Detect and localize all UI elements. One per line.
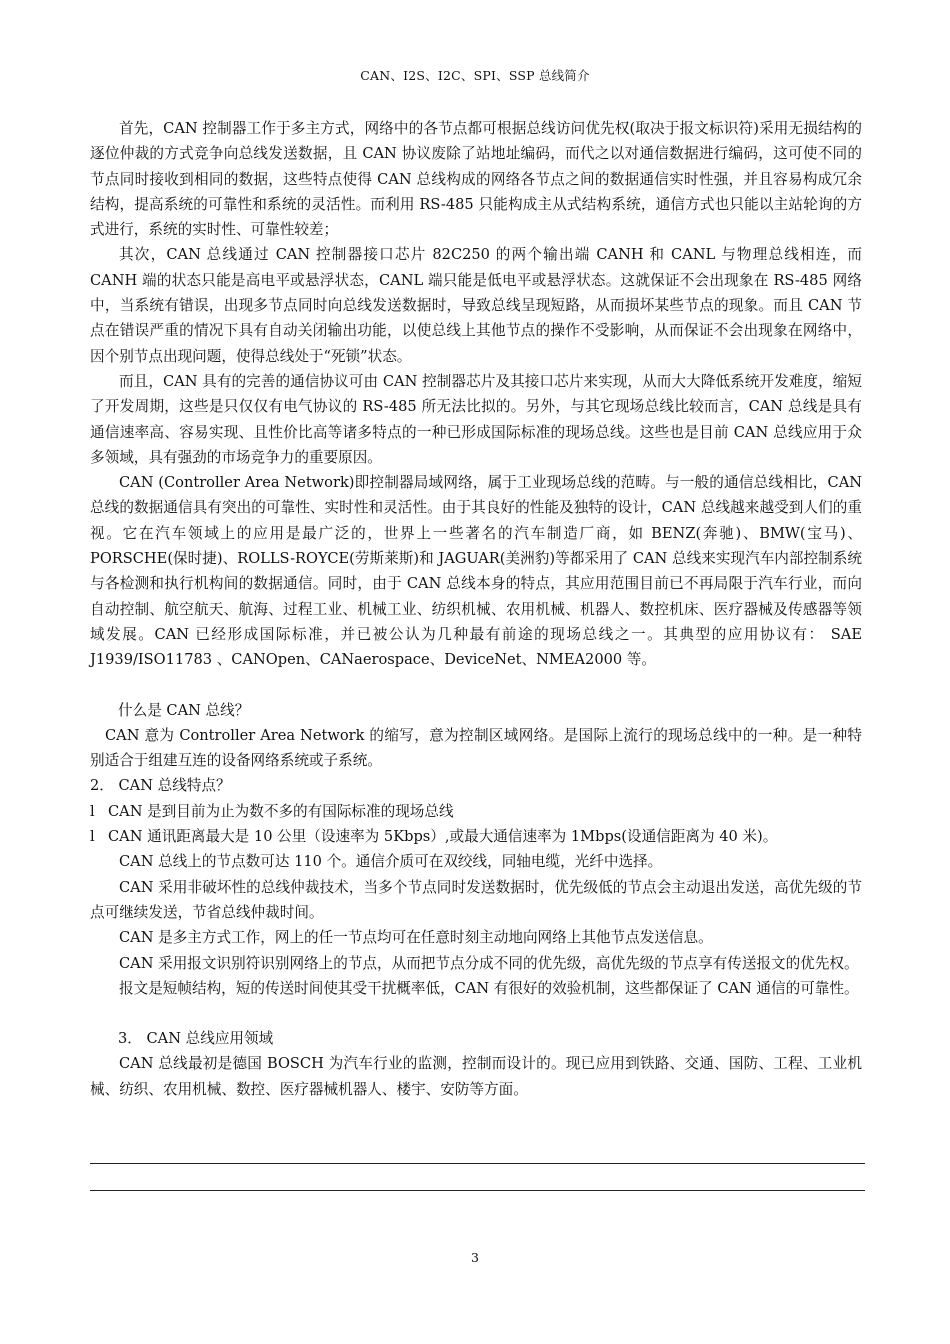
bullet-text: CAN 是到目前为止为数不多的有国际标准的现场总线 (108, 802, 454, 820)
document-body (90, 116, 862, 1102)
page-header: CAN、I2S、I2C、SPI、SSP 总线简介 (360, 68, 590, 83)
spacer (90, 673, 862, 698)
section-heading-applications: 3． CAN 总线应用领域 (118, 1030, 274, 1048)
bullet-marker: l (90, 802, 95, 820)
feature-short-frame: 报文是短帧结构，短的传送时间使其受干扰概率低，CAN 有很好的效验机制，这些都保证了 CAN 通信的可靠性。 (119, 979, 859, 997)
feature-node-count: CAN 总线上的节点数可达 110 个。通信介质可在双绞线，同轴电缆，光纤中选择。 (119, 853, 663, 871)
bullet-marker: l (90, 828, 95, 846)
feature-arbitration: CAN 采用非破坏性的总线仲裁技术，当多个节点同时发送数据时，优先级低的节点会主动退出发送，高优先级的节点可继续发送，节省总线仲裁时间。 (90, 878, 862, 921)
section-heading-features: 2． CAN 总线特点？ (90, 777, 231, 795)
page-number: 3 (471, 1250, 479, 1265)
spacer (90, 1001, 862, 1026)
answer-what-is-can: CAN 意为 Controller Area Network 的缩写，意为控制区域网络。是国际上流行的现场总线中的一种。是一种特别适合于组建互连的设备网络系统或子系统。 (90, 726, 862, 770)
paragraph-applications: CAN 总线最初是德国 BOSCH 为汽车行业的监测，控制而设计的。现已应用到铁路、交通、国防、工程、工业机械、纺织、农用机械、数控、医疗器械机器人、楼宇、安防等方面。 (90, 1055, 862, 1098)
paragraph-can-protocol: 而且，CAN 具有的完善的通信协议可由 CAN 控制器芯片及其接口芯片来实现，从而大大降低系统开发难度，缩短了开发周期，这些是只仅仅有电气协议的 RS-485 所无法比拟的。另外，与其它现场总线比较而言，CAN 总线是具有通信速率高、容易实现、且性价比高等诸多特点的一种已形成国际标准的现场总线。这些也是目前 CAN 总线应用于众多领域，具有强劲的市场竞争力的重要原因。 (90, 372, 862, 466)
paragraph-can-overview: CAN (Controller Area Network)即控制器局域网络，属于工业现场总线的范畴。与一般的通信总线相比，CAN 总线的数据通信具有突出的可靠性、实时性和灵活性。由于其良好的性能及独特的设计，CAN 总线越来越受到人们的重视。它在汽车领域上的应用是最广泛的，世界上一些著名的汽车制造厂商，如 BENZ(奔驰)、BMW(宝马)、PORSCHE(保时捷)、ROLLS-ROYCE(劳斯莱斯)和 JAGUAR(美洲豹)等都采用了 CAN 总线来实现汽车内部控制系统与各检测和执行机构间的数据通信。同时，由于 CAN 总线本身的特点，其应用范围目前已不再局限于汽车行业，而向自动控制、航空航天、航海、过程工业、机械工业、纺织机械、农用机械、机器人、数控机床、医疗器械及传感器等领域发展。CAN 已经形成国际标准，并已被公认为几种最有前途的现场总线之一。其典型的应用协议有： SAE J1939/ISO11783 、CANOpen、CANaerospace、DeviceNet、NMEA2000 等。 (90, 474, 862, 669)
bullet-item (90, 799, 862, 824)
question-what-is-can: 什么是 CAN 总线？ (118, 701, 250, 719)
paragraph-can-multimaster: 首先，CAN 控制器工作于多主方式，网络中的各节点都可根据总线访问优先权(取决于报文标识符)采用无损结构的逐位仲裁的方式竞争向总线发送数据，且 CAN 协议废除了站地址编码，而代之以对通信数据进行编码，这可使不同的节点同时接收到相同的数据，这些特点使得 CAN 总线构成的网络各节点之间的数据通信实时性强，并且容易构成冗余结构，提高系统的可靠性和系统的灵活性。而利用 RS-485 只能构成主从式结构系统，通信方式也只能以主站轮询的方式进行，系统的实时性、可靠性较差； (90, 120, 862, 239)
feature-multimaster: CAN 是多主方式工作，网上的任一节点均可在任意时刻主动地向网络上其他节点发送信息。 (119, 929, 713, 947)
horizontal-rule (90, 1163, 865, 1164)
bullet-item (90, 824, 862, 849)
feature-identifier: CAN 采用报文识别符识别网络上的节点，从而把节点分成不同的优先级，高优先级的节点享有传送报文的优先权。 (119, 954, 859, 972)
horizontal-rule (90, 1190, 865, 1191)
bullet-text: CAN 通讯距离最大是 10 公里（设速率为 5Kbps）,或最大通信速率为 1Mbps(设通信距离为 40 米)。 (108, 828, 778, 846)
paragraph-can-physical-layer: 其次，CAN 总线通过 CAN 控制器接口芯片 82C250 的两个输出端 CANH 和 CANL 与物理总线相连，而 CANH 端的状态只能是高电平或悬浮状态，CANL 端只能是低电平或悬浮状态。这就保证不会出现象在 RS-485 网络中，当系统有错误，出现多节点同时向总线发送数据时，导致总线呈现短路，从而损坏某些节点的现象。而且 CAN 节点在错误严重的情况下具有自动关闭输出功能，以使总线上其他节点的操作不受影响，从而保证不会出现象在网络中，因个别节点出现问题，使得总线处于“死锁”状态。 (90, 246, 862, 365)
